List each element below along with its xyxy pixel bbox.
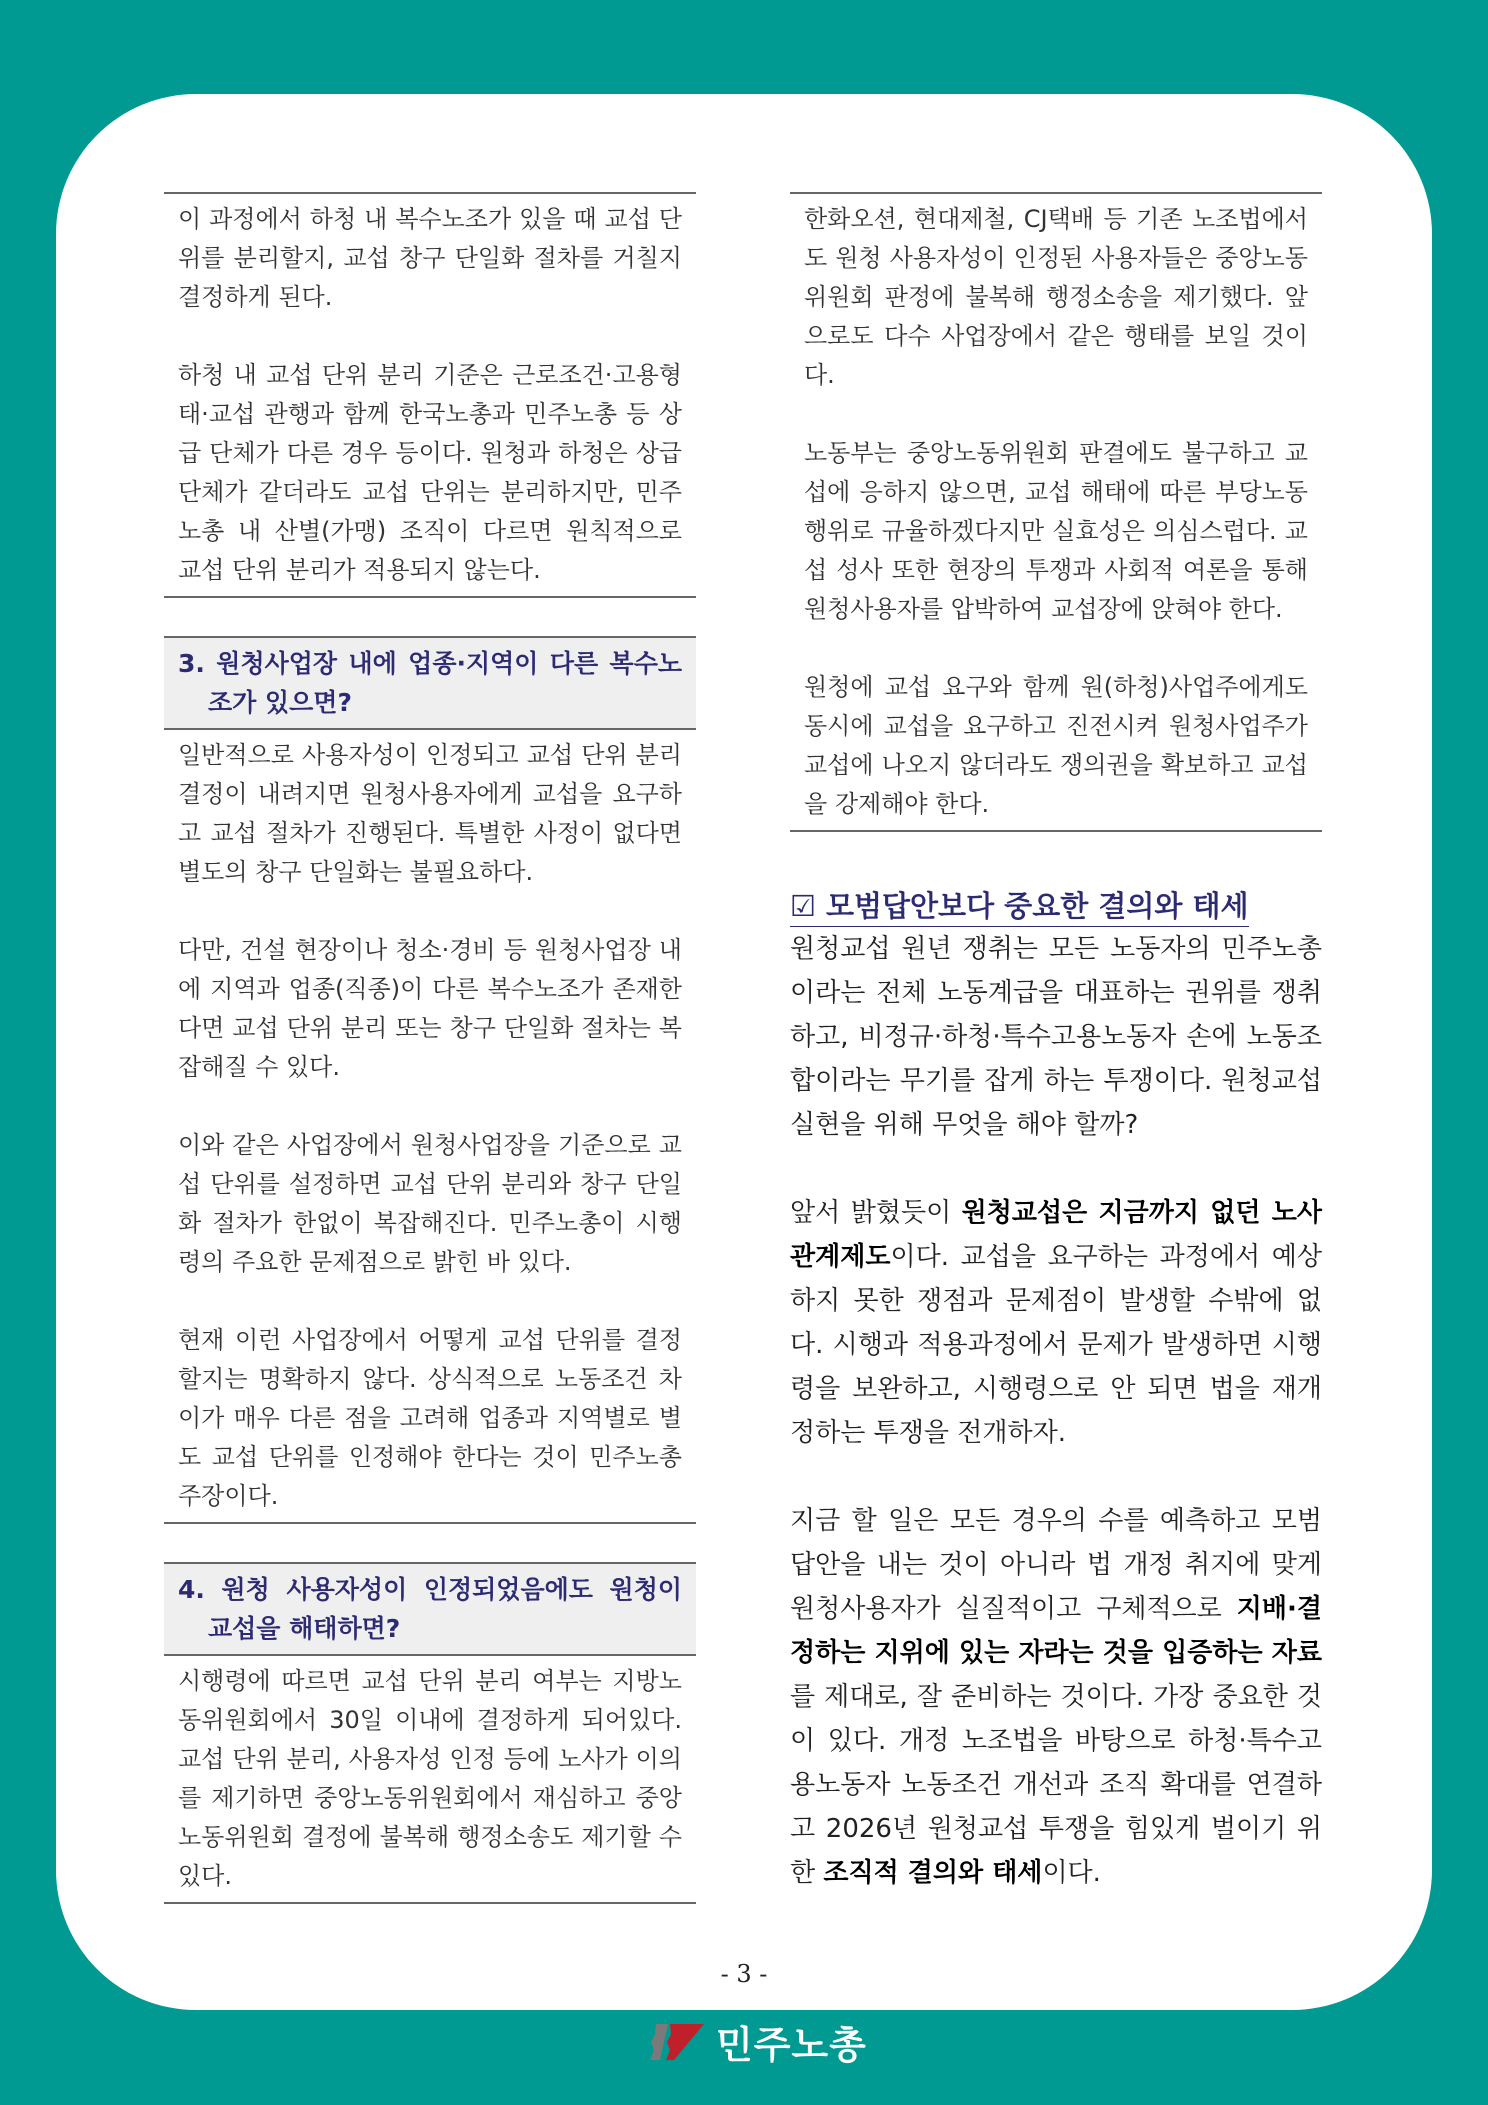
text-box xyxy=(164,1656,696,1902)
text-run: 이다. 교섭을 요구하는 과정에서 예상하지 못한 쟁점과 문제점이 발생할 수밖에 없다. 시행과 적용과정에서 문제가 발생하면 시행령을 보완하고, 시행령으로 안 되면 법을 재개정하는 투쟁을 전개하자. xyxy=(790,1242,1322,1448)
logo-mark-icon xyxy=(648,2022,706,2062)
text-box xyxy=(164,194,696,596)
paragraph: 하청 내 교섭 단위 분리 기준은 근로조건·고용형태·교섭 관행과 함께 한국노총과 민주노총 등 상급 단체가 다른 경우 등이다. 원청과 하청은 상급 단체가 같더라도 교섭 단위는 분리하지만, 민주노총 내 산별(가맹) 조직이 다르면 원칙적으로 교섭 단위 분리가 적용되지 않는다. xyxy=(178,361,682,584)
paragraph: 다만, 건설 현장이나 청소·경비 등 원청사업장 내에 지역과 업종(직종)이 다른 복수노조가 존재한다면 교섭 단위 분리 또는 창구 단일화 절차는 복잡해질 수 있다. xyxy=(178,936,682,1081)
bold-text: 원청교섭은 지금까지 없던 노사관계제도 xyxy=(790,1198,1322,1272)
left-column xyxy=(164,192,696,1904)
paragraph: 이 과정에서 하청 내 복수노조가 있을 때 교섭 단위를 분리할지, 교섭 창구 단일화 절차를 거칠지 결정하게 된다. xyxy=(178,205,682,311)
page-number: - 3 - xyxy=(720,1960,768,1988)
paragraph: 일반적으로 사용자성이 인정되고 교섭 단위 분리 결정이 내려지면 원청사용자에게 교섭을 요구하고 교섭 절차가 진행된다. 특별한 사정이 없다면 별도의 창구 단일화는 불필요하다. xyxy=(178,741,682,886)
text-run: 지금 할 일은 모든 경우의 수를 예측하고 모범답안을 내는 것이 아니라 법 개정 취지에 맞게 원청사용자가 실질적이고 구체적으로 xyxy=(790,1506,1322,1624)
paragraph: 원청에 교섭 요구와 함께 원(하청)사업주에게도 동시에 교섭을 요구하고 진전시켜 원청사업주가 교섭에 나오지 않더라도 쟁의권을 확보하고 교섭을 강제해야 한다. xyxy=(804,673,1308,818)
logo-text: 민주노총 xyxy=(716,2023,867,2067)
checkbox-icon: ☑ xyxy=(790,889,816,923)
question-heading-3: 3. 원청사업장 내에 업종·지역이 다른 복수노조가 있으면? xyxy=(164,636,696,730)
section-title: 모범답안보다 중요한 결의와 태세 xyxy=(826,889,1249,923)
question-heading-4: 4. 원청 사용자성이 인정되었음에도 원청이 교섭을 해태하면? xyxy=(164,1562,696,1656)
bold-text: 지배·결정하는 지위에 있는 자라는 것을 입증하는 자료 xyxy=(790,1594,1322,1668)
text-box xyxy=(164,730,696,1522)
text-run: 를 제대로, 잘 준비하는 것이다. 가장 중요한 것이 있다. 개정 노조법을 바탕으로 하청·특수고용노동자 노동조건 개선과 조직 확대를 연결하고 2026년 원청교섭 투쟁을 힘있게 벌이기 위한 xyxy=(790,1682,1322,1888)
right-column xyxy=(790,192,1322,1895)
divider xyxy=(790,830,1322,832)
section-heading xyxy=(790,886,1249,927)
text-run: 앞서 밝혔듯이 xyxy=(790,1198,962,1228)
paragraph: 현재 이런 사업장에서 어떻게 교섭 단위를 결정할지는 명확하지 않다. 상식적으로 노동조건 차이가 매우 다른 점을 고려해 업종과 지역별로 별도 교섭 단위를 인정해야 한다는 것이 민주노총 주장이다. xyxy=(178,1326,682,1510)
paragraph: 노동부는 중앙노동위원회 판결에도 불구하고 교섭에 응하지 않으면, 교섭 해태에 따른 부당노동행위로 규율하겠다지만 실효성은 의심스럽다. 교섭 성사 또한 현장의 투쟁과 사회적 여론을 통해 원청사용자를 압박하여 교섭장에 앉혀야 한다. xyxy=(804,439,1308,623)
paragraph: 이와 같은 사업장에서 원청사업장을 기준으로 교섭 단위를 설정하면 교섭 단위 분리와 창구 단일화 절차가 한없이 복잡해진다. 민주노총이 시행령의 주요한 문제점으로 밝힌 바 있다. xyxy=(178,1131,682,1276)
text-run: 이다. xyxy=(1042,1858,1101,1888)
paragraph: 시행령에 따르면 교섭 단위 분리 여부는 지방노동위원회에서 30일 이내에 결정하게 되어있다. 교섭 단위 분리, 사용자성 인정 등에 노사가 이의를 제기하면 중앙노동위원회에서 재심하고 중앙노동위원회 결정에 불복해 행정소송도 제기할 수 있다. xyxy=(178,1667,682,1890)
text-box xyxy=(790,194,1322,830)
paragraph xyxy=(790,1499,1322,1895)
divider xyxy=(164,1902,696,1904)
bold-text: 조직적 결의와 태세 xyxy=(823,1858,1043,1888)
paragraph: 원청교섭 원년 쟁취는 모든 노동자의 민주노총이라는 전체 노동계급을 대표하는 권위를 쟁취하고, 비정규·하청·특수고용노동자 손에 노동조합이라는 무기를 잡게 하는 투쟁이다. 원청교섭 실현을 위해 무엇을 해야 할까? xyxy=(790,934,1322,1140)
paragraph xyxy=(790,1191,1322,1455)
paragraph: 한화오션, 현대제철, CJ택배 등 기존 노조법에서도 원청 사용자성이 인정된 사용자들은 중앙노동위원회 판정에 불복해 행정소송을 제기했다. 앞으로도 다수 사업장에서 같은 행태를 보일 것이다. xyxy=(804,205,1308,389)
logo xyxy=(648,2014,867,2069)
